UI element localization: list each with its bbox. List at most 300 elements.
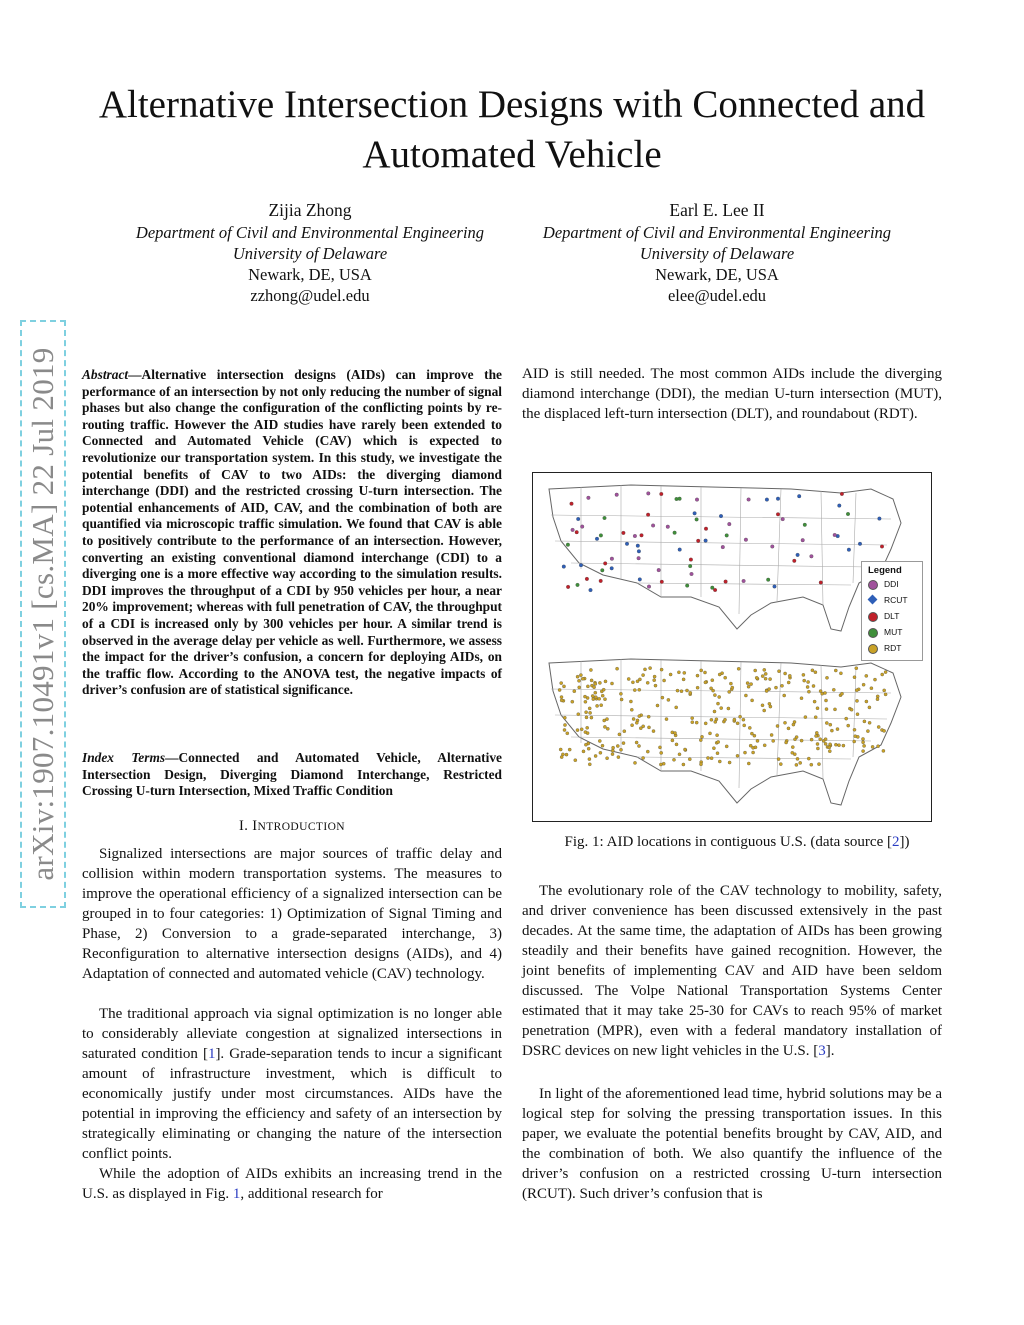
map-marker [788, 674, 791, 677]
map-marker [829, 743, 832, 746]
map-marker [855, 699, 858, 702]
map-marker [576, 583, 580, 587]
index-terms-text: —Connected and Automated Vehicle, Alternative Intersection Design, Diverging Diamond Interchange, Restricted Crossing U-turn Intersection, Mixed Traffic Condition [82, 750, 502, 799]
map-marker [718, 695, 721, 698]
map-marker [677, 671, 680, 674]
map-marker [754, 746, 757, 749]
map-marker [819, 738, 822, 741]
map-marker [703, 671, 706, 674]
map-marker [717, 740, 720, 743]
map-marker [673, 731, 676, 734]
map-marker [590, 716, 593, 719]
map-marker [598, 739, 601, 742]
map-marker [799, 761, 802, 764]
map-marker [585, 716, 588, 719]
map-marker [807, 680, 810, 683]
map-marker [836, 728, 839, 731]
map-marker [584, 731, 587, 734]
map-marker [601, 744, 604, 747]
map-marker [751, 699, 754, 702]
map-marker [643, 668, 646, 671]
abstract-label: Abstract [82, 367, 129, 382]
map-marker [622, 531, 626, 535]
map-legend [861, 561, 923, 661]
map-marker [823, 691, 826, 694]
map-marker [797, 494, 801, 498]
map-marker [834, 743, 837, 746]
map-marker [562, 565, 566, 569]
map-marker [755, 676, 758, 679]
map-marker [770, 733, 773, 736]
map-marker [658, 746, 661, 749]
map-marker [587, 747, 590, 750]
map-marker [748, 726, 751, 729]
map-marker [633, 761, 636, 764]
map-marker [743, 724, 746, 727]
map-marker [737, 667, 740, 670]
map-marker [596, 704, 599, 707]
map-marker [661, 696, 664, 699]
map-marker [769, 705, 772, 708]
map-marker [683, 671, 686, 674]
map-marker [839, 672, 842, 675]
map-marker [727, 707, 730, 710]
map-marker [853, 740, 856, 743]
map-marker [640, 534, 644, 538]
map-marker [619, 748, 622, 751]
map-marker [731, 686, 734, 689]
map-marker [756, 739, 759, 742]
map-marker [718, 673, 721, 676]
map-marker [590, 679, 593, 682]
map-marker [871, 745, 874, 748]
citation-link[interactable]: 1 [207, 1046, 216, 1062]
map-marker [766, 578, 770, 582]
map-marker [870, 687, 873, 690]
map-marker [713, 694, 716, 697]
right-paragraph-0: AID is still needed. The most common AIDs include the diverging diamond interchange (DDI), the median U-turn intersection (MUT), the displaced left-turn intersection (DLT), and roundabout (RDT). [522, 366, 942, 422]
author-email[interactable]: elee@udel.edu [667, 286, 767, 305]
map-marker [568, 748, 571, 751]
map-marker [884, 671, 887, 674]
map-marker [724, 580, 728, 584]
map-marker [560, 682, 563, 685]
map-marker [800, 739, 803, 742]
map-marker [610, 567, 614, 571]
map-marker [800, 697, 803, 700]
map-marker [803, 523, 807, 527]
map-marker [680, 690, 683, 693]
map-marker [586, 696, 589, 699]
map-marker [884, 693, 887, 696]
map-marker [795, 763, 798, 766]
figure-caption: Fig. 1: AID locations in contiguous U.S. (data source [2]) [564, 834, 910, 850]
map-marker [637, 744, 640, 747]
intro-paragraph-1: Signalized intersections are major sources of traffic delay and collision within modern transportation systems. The measures to improve the operational efficiency of a signalized intersection can be grouped in to four categories: 1) Optimization of Signal Timing and Phase, 2) Conversion to a grade-separated interchange, 3) Reconfiguration to alternative intersection designs (AIDs), and 4) Adaptation of connected and automated vehicle (CAV) technology. [82, 846, 502, 982]
legend-marker [868, 580, 878, 590]
map-marker [571, 528, 575, 532]
map-marker [581, 677, 584, 680]
map-marker [776, 724, 779, 727]
map-marker [579, 674, 582, 677]
map-marker [796, 757, 799, 760]
map-marker [653, 679, 656, 682]
map-marker [833, 708, 836, 711]
map-marker [632, 717, 635, 720]
map-marker [710, 757, 713, 760]
map-marker [704, 722, 707, 725]
map-marker [866, 730, 869, 733]
map-marker [865, 674, 868, 677]
map-marker [728, 690, 731, 693]
map-marker [685, 689, 688, 692]
map-marker [825, 721, 828, 724]
map-marker [667, 698, 670, 701]
map-marker [708, 732, 711, 735]
map-marker [784, 672, 787, 675]
map-marker [712, 747, 715, 750]
map-marker [695, 518, 699, 522]
map-marker [646, 513, 650, 517]
map-marker [769, 678, 772, 681]
map-marker [802, 673, 805, 676]
map-marker [683, 748, 686, 751]
map-marker [764, 672, 767, 675]
map-marker [660, 492, 664, 496]
map-marker [834, 669, 837, 672]
map-marker [665, 718, 668, 721]
map-marker [729, 682, 732, 685]
map-marker [750, 683, 753, 686]
map-marker [876, 698, 879, 701]
map-marker [868, 706, 871, 709]
map-marker [718, 760, 721, 763]
map-marker [847, 724, 850, 727]
author-department: Department of Civil and Environmental Engineering [542, 223, 892, 242]
map-marker [747, 685, 750, 688]
map-marker [819, 581, 823, 585]
map-marker [584, 700, 587, 703]
map-marker [763, 709, 766, 712]
map-marker [598, 681, 601, 684]
map-marker [704, 527, 708, 531]
map-marker [814, 671, 817, 674]
map-marker [746, 682, 749, 685]
map-marker [651, 524, 655, 528]
map-marker [563, 716, 566, 719]
map-marker [633, 534, 637, 538]
map-marker [774, 686, 777, 689]
map-marker [562, 685, 565, 688]
map-marker [773, 585, 777, 589]
map-marker [824, 742, 827, 745]
map-marker [635, 741, 638, 744]
map-marker [796, 553, 800, 557]
map-marker [807, 690, 810, 693]
map-marker [630, 708, 633, 711]
map-marker [600, 704, 603, 707]
map-marker [656, 704, 659, 707]
map-marker [783, 694, 786, 697]
map-marker [768, 688, 771, 691]
map-marker [840, 692, 843, 695]
map-marker [816, 707, 819, 710]
map-marker [623, 730, 626, 733]
author-name: Earl E. Lee II [669, 200, 765, 220]
map-marker [710, 687, 713, 690]
map-marker [654, 684, 657, 687]
map-marker [666, 525, 670, 529]
map-marker [856, 713, 859, 716]
map-marker [776, 513, 780, 517]
map-marker [588, 758, 591, 761]
map-marker [657, 568, 661, 572]
map-marker [606, 727, 609, 730]
map-marker [599, 534, 603, 538]
map-marker [854, 735, 857, 738]
abstract [82, 367, 502, 699]
map-marker [853, 728, 856, 731]
map-marker [812, 684, 815, 687]
map-marker [603, 725, 606, 728]
map-marker [662, 762, 665, 765]
map-marker [783, 721, 786, 724]
map-marker [743, 751, 746, 754]
map-marker [560, 699, 563, 702]
map-marker [598, 697, 601, 700]
map-marker [825, 676, 828, 679]
author-department: Department of Civil and Environmental Engineering [135, 223, 485, 242]
map-marker [777, 670, 780, 673]
map-marker [713, 710, 716, 713]
legend-marker [868, 595, 878, 605]
map-marker [781, 517, 785, 521]
map-marker [586, 726, 589, 729]
map-marker [576, 675, 579, 678]
citation-link[interactable]: 3 [818, 1043, 826, 1059]
map-marker [669, 673, 672, 676]
map-marker [577, 713, 580, 716]
map-marker [828, 746, 831, 749]
map-marker [627, 677, 630, 680]
map-marker [837, 744, 840, 747]
map-marker [719, 514, 723, 518]
map-marker [603, 562, 607, 566]
map-marker [580, 525, 584, 529]
map-marker [787, 727, 790, 730]
map-marker [847, 548, 851, 552]
map-marker [853, 676, 856, 679]
index-terms-label: Index Terms [82, 750, 166, 765]
map-marker [618, 733, 621, 736]
map-marker [830, 729, 833, 732]
legend-item-dlt: DLT [862, 608, 922, 624]
map-marker [589, 588, 593, 592]
map-marker [711, 679, 714, 682]
map-marker [660, 668, 663, 671]
map-marker [733, 718, 736, 721]
map-marker [631, 681, 634, 684]
map-marker [612, 746, 615, 749]
map-marker [801, 538, 805, 542]
map-marker [646, 681, 649, 684]
map-marker [829, 723, 832, 726]
map-marker [828, 750, 831, 753]
map-marker [858, 542, 862, 546]
citation-link[interactable]: 2 [891, 834, 900, 850]
map-marker [723, 718, 726, 721]
map-marker [578, 686, 581, 689]
map-marker [785, 741, 788, 744]
map-marker [804, 716, 807, 719]
map-marker [747, 498, 751, 502]
map-marker [721, 545, 725, 549]
map-marker [690, 572, 694, 576]
map-marker [749, 744, 752, 747]
author-email[interactable]: zzhong@udel.edu [250, 286, 370, 305]
map-marker [716, 734, 719, 737]
map-marker [594, 754, 597, 757]
map-marker [638, 678, 641, 681]
figure-link[interactable]: 1 [232, 1186, 241, 1202]
map-marker [682, 678, 685, 681]
map-marker [710, 718, 713, 721]
map-marker [594, 691, 597, 694]
map-marker [807, 757, 810, 760]
map-marker [638, 715, 641, 718]
map-marker [704, 681, 707, 684]
legend-item-ddi: DDI [862, 576, 922, 592]
map-marker [593, 686, 596, 689]
map-marker [877, 745, 880, 748]
map-marker [611, 749, 614, 752]
map-marker [873, 678, 876, 681]
arxiv-id: arXiv:1907.10491v1 [cs.MA] 22 Jul 2019 [25, 347, 60, 881]
legend-item-rcut: RCUT [862, 592, 922, 608]
map-marker [595, 537, 599, 541]
map-marker [619, 692, 622, 695]
map-marker [566, 543, 570, 547]
map-marker [574, 759, 577, 762]
intro-paragraph-2: The traditional approach via signal optimization is no longer able to considerably alleviate congestion at signalized intersections in saturated condition [1]. Grade-separation tends to incur a significant amount of infrastructure investment, which is difficult to economically justify under most circumstances. AIDs have the potential in improving the efficiency and safety of an intersection by strategically eliminating or changing the nature of the intersection conflict points. [82, 1006, 502, 1162]
map-marker [573, 690, 576, 693]
map-marker [763, 744, 766, 747]
map-marker [700, 735, 703, 738]
map-marker [861, 737, 864, 740]
abstract-text: —Alternative intersection designs (AIDs) can improve the performance of an intersection by not only reducing the number of signal phases but also change the configuration of the conflicting points by re-routing traffic. However the AID studies have rarely been extended to Connected and Automated Vehicle (CAV) which is expected to revolutionize our transportation system. In this study, we investigate the potential benefits of CAV to two AIDs: the diverging diamond interchange (DDI) and the restricted crossing U-turn intersection. The potential enhancements of AID, CAV, and the combination of both are quantified via microscopic traffic simulation. We found that CAV is able to positively contribute to the performance of an intersection. However, converting an existing conventional diamond interchange (CDI) to a diverging one is a more effective way according to the simulation results. DDI improves the throughput of a CDI by 950 vehicles per hour, a near 20% improvement; whereas with full penetration of CAV, the throughput of a CDI is increased only by 300 vehicles per hour. A similar trend is observed in the average delay per vehicle as well. Furthermore, we assess the impact for the driver’s confusion, a concern for deploying AIDs, on the traffic flow. According to the ANOVA test, the negative impacts of driver’s confusion are of statistical significance. [82, 367, 502, 698]
map-marker [589, 668, 592, 671]
map-marker [793, 559, 797, 563]
map-marker [761, 675, 764, 678]
map-marker [699, 763, 702, 766]
map-marker [725, 745, 728, 748]
map-marker [577, 679, 580, 682]
map-marker [691, 717, 694, 720]
map-marker [715, 718, 718, 721]
map-marker [566, 732, 569, 735]
map-marker [671, 739, 674, 742]
map-marker [739, 715, 742, 718]
map-marker [563, 728, 566, 731]
map-marker [695, 721, 698, 724]
map-marker [601, 569, 605, 573]
map-marker [878, 517, 882, 521]
map-marker [736, 754, 739, 757]
map-marker [635, 721, 638, 724]
author-block-2 [517, 200, 917, 306]
map-marker [693, 512, 697, 516]
map-marker [846, 512, 850, 516]
map-marker [806, 685, 809, 688]
map-marker [620, 698, 623, 701]
map-marker [678, 548, 682, 552]
map-marker [565, 753, 568, 756]
map-marker [832, 688, 835, 691]
map-marker [877, 725, 880, 728]
map-marker [660, 580, 664, 584]
map-marker [637, 556, 641, 560]
map-marker [747, 762, 750, 765]
map-marker [642, 756, 645, 759]
map-marker [653, 675, 656, 678]
map-marker [603, 516, 607, 520]
figure-aid-locations [532, 472, 932, 822]
map-marker [696, 674, 699, 677]
map-marker [814, 716, 817, 719]
map-marker [585, 577, 589, 581]
map-marker [787, 681, 790, 684]
map-marker [736, 722, 739, 725]
map-marker [772, 739, 775, 742]
map-marker [647, 585, 651, 589]
section-heading-introduction: I. INTRODUCTION [239, 818, 345, 834]
map-marker [792, 723, 795, 726]
map-marker [580, 728, 583, 731]
map-marker [601, 694, 604, 697]
arxiv-stamp[interactable] [20, 320, 66, 908]
map-marker [810, 763, 813, 766]
map-marker [558, 688, 561, 691]
map-marker [761, 704, 764, 707]
map-marker [811, 669, 814, 672]
map-marker [824, 738, 827, 741]
map-marker [629, 700, 632, 703]
map-marker [695, 498, 699, 502]
map-marker [744, 538, 748, 542]
map-marker [660, 751, 663, 754]
map-marker [586, 685, 589, 688]
legend-marker [868, 628, 878, 638]
map-marker [816, 747, 819, 750]
map-marker [817, 763, 820, 766]
map-marker [880, 545, 884, 549]
map-marker [850, 708, 853, 711]
map-marker [606, 757, 609, 760]
map-marker [616, 667, 619, 670]
map-marker [603, 719, 606, 722]
right-paragraph-2: In light of the aforementioned lead time, hybrid solutions may be a logical step for solving the pressing transportation issues. In this paper, we evaluate the potential benefits brought by CAV, AID, and the combination of both. We also quantify the influence of the driver’s confusion on a restricted crossing U-turn intersection (RCUT). Such driver’s confusion that is [522, 1086, 942, 1202]
author-university: University of Delaware [639, 244, 795, 263]
map-marker [588, 707, 591, 710]
right-paragraph-1: The evolutionary role of the CAV technology to mobility, safety, and driver convenience has been discussed extensively in the past decades. At the same time, the adaptation of AIDs has been growing steadily and their benefits have gained recognition. However, the joint benefits of implementing CAV and AID have been seldom discussed. The Volpe National Transportation Systems Center estimated that it may take 25-30 for CAVs to reach 95% of market penetration (MPR), even with a federal mandatory installation of DSRC devices on new light vehicles in the U.S. [3]. [522, 883, 942, 1059]
map-marker [810, 738, 813, 741]
map-marker [696, 539, 700, 543]
map-marker [575, 530, 579, 534]
map-marker [838, 504, 842, 508]
map-marker [688, 564, 692, 568]
map-marker [863, 744, 866, 747]
map-marker [638, 578, 642, 582]
